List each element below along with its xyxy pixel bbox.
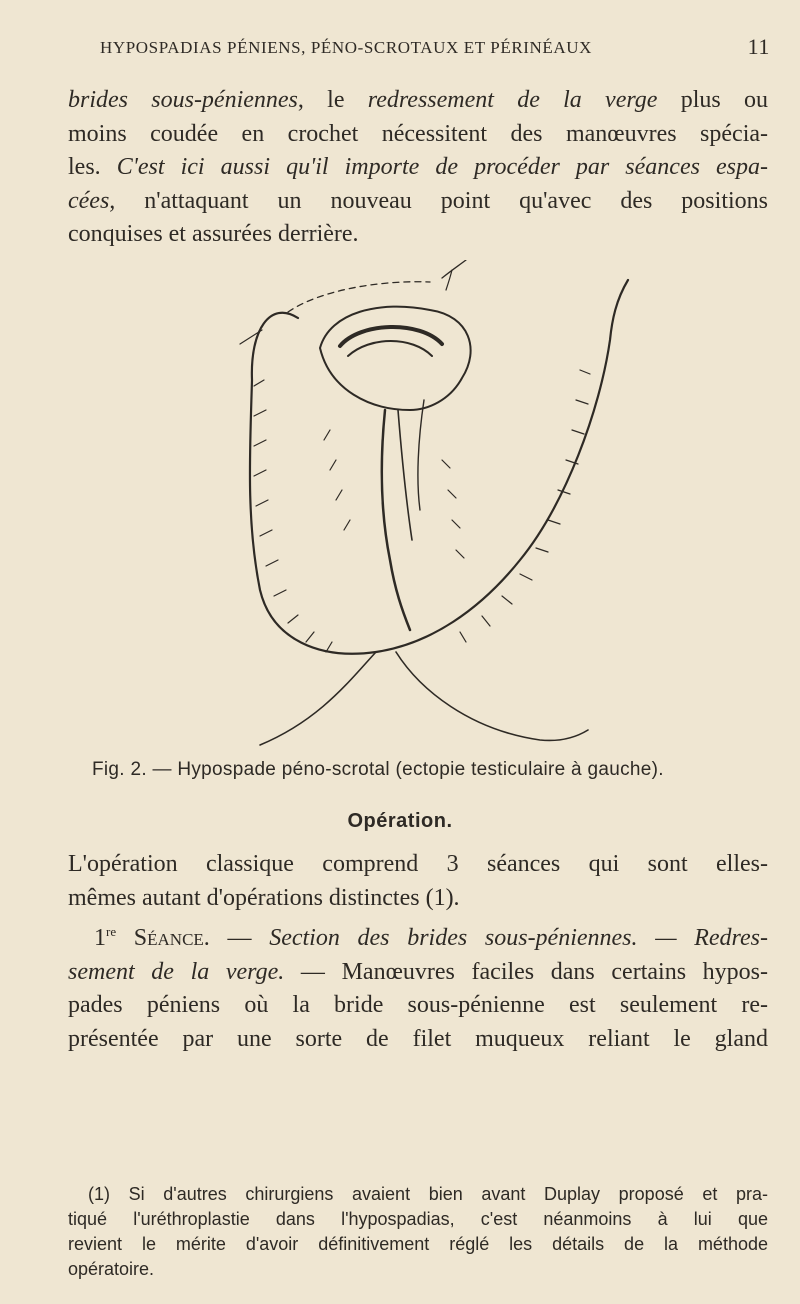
footnote	[68, 1182, 768, 1282]
perineum-line	[260, 652, 376, 745]
scrotum-outline	[250, 280, 628, 654]
text-run: n'attaquant un nouveau point qu'avec des positions	[115, 187, 768, 214]
text-line	[68, 956, 768, 990]
text-line	[68, 151, 768, 185]
italic-text: Section des brides sous-péniennes. — Redres-	[269, 925, 768, 951]
running-header	[100, 34, 770, 59]
text-line: L'opération classique comprend 3 séances qui sont elles-	[68, 851, 768, 877]
italic-text: C'est ici aussi qu'il importe de procéder par séances espa-	[116, 154, 768, 181]
page-number: 11	[747, 34, 770, 59]
paragraph-operation	[68, 848, 768, 915]
text-line: pades péniens où la bride sous-pénienne est seulement re-	[68, 992, 768, 1019]
anatomical-illustration	[180, 260, 650, 750]
text-line	[68, 84, 768, 118]
paragraph-first-seance	[68, 915, 768, 1056]
footnote-line: revient le mérite d'avoir définitivement réglé les détails de la méthode	[68, 1234, 768, 1254]
glans-outline	[320, 307, 471, 410]
italic-text: cées,	[68, 187, 116, 214]
text-run: les.	[68, 154, 117, 181]
median-raphe	[382, 410, 410, 630]
paragraph-brides	[68, 84, 768, 252]
text-line: présentée par une sorte de filet muqueux reliant le gland	[68, 1025, 768, 1052]
text-line: moins coudée en crochet nécessitent des manœuvres spécia-	[68, 120, 768, 147]
footnote-line: opératoire.	[68, 1259, 155, 1279]
figure-caption: Fig. 2. — Hypospade péno-scrotal (ectopie testiculaire à gauche).	[92, 759, 664, 780]
italic-text: sement de la verge.	[68, 958, 285, 985]
footnote-line: tiqué l'uréthroplastie dans l'hypospadias, c'est néanmoins à lui que	[68, 1209, 768, 1229]
footnote-line: (1) Si d'autres chirurgiens avaient bien avant Duplay proposé et pra-	[88, 1184, 768, 1204]
ordinal-suffix: re	[106, 924, 117, 939]
text-run: plus ou	[657, 87, 768, 113]
text-line	[68, 915, 768, 956]
text-run: — Manœuvres faciles dans certains hypos-	[284, 958, 769, 985]
text-line: mêmes autant d'opérations distinctes (1).	[68, 884, 460, 911]
text-line	[68, 185, 768, 219]
text-run: , le	[297, 87, 368, 113]
italic-text: redressement de la verge	[367, 87, 658, 113]
text-line: conquises et assurées derrière.	[68, 221, 359, 248]
seance-label: Séance. —	[116, 925, 270, 951]
ordinal-number: 1	[94, 925, 106, 951]
section-heading: Opération.	[347, 810, 453, 832]
running-title: HYPOSPADIAS PÉNIENS, PÉNO-SCROTAUX ET PÉRINÉAUX	[100, 38, 593, 57]
italic-text: brides sous-péniennes	[68, 87, 298, 113]
